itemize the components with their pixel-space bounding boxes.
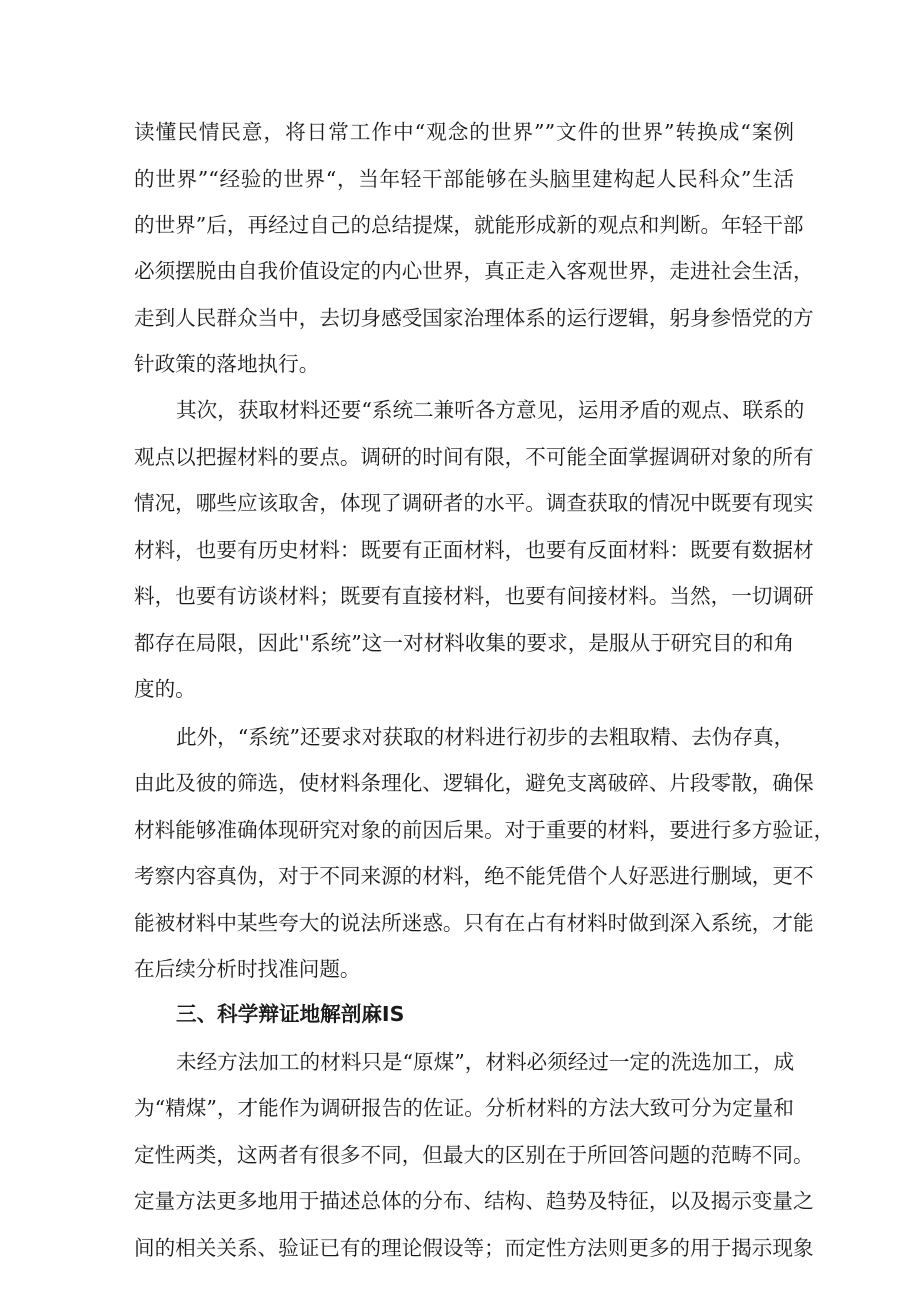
- section-heading: 三、科学辩证地解剖麻IS: [176, 1002, 405, 1026]
- text-line: 能被材料中某些夸大的说法所迷惑。只有在占有材料时做到深入系统，才能: [134, 911, 814, 935]
- text-line: 针政策的落地执行。: [134, 352, 320, 376]
- text-line: 未经方法加工的材料只是“原煤”，材料必须经过一定的洗选加工，成: [176, 1050, 795, 1074]
- text-line: 材料，也要有历史材料：既要有正面材料，也要有反面材料：既要有数据材: [134, 538, 814, 562]
- text-line: 必须摆脱由自我价值设定的内心世界，真正走入客观世界，走进社会生活，: [134, 259, 814, 283]
- text-line: 的世界”“经验的世界“，当年轻干部能够在头脑里建构起人民科众”生活: [134, 167, 794, 191]
- text-line: 材料能够准确体现研究对象的前因后果。对于重要的材料，要进行多方验证，: [134, 818, 835, 842]
- text-line: 情况，哪些应该取舍，体现了调研者的水平。调查获取的情况中既要有现实: [134, 491, 814, 515]
- text-line: 读懂民情民意，将日常工作中“观念的世界””文件的世界”转换成“案例: [134, 120, 794, 144]
- text-line: 的世界”后，再经过自己的总结提煤，就能形成新的观点和判断。年轻干部: [134, 213, 804, 237]
- text-line: 定量方法更多地用于描述总体的分布、结构、趋势及特征，以及揭示变量之: [134, 1189, 814, 1213]
- text-line: 观点以把握材料的要点。调研的时间有限，不可能全面掌握调研对象的所有: [134, 445, 814, 469]
- text-line: 在后续分析时找准问题。: [134, 957, 361, 981]
- text-line: 度的。: [134, 677, 196, 701]
- text-line: 间的相关关系、验证已有的理论假设等；而定性方法则更多的用于揭示现象: [134, 1236, 814, 1260]
- text-line: 都存在局限，因此''系统”这一对材料收集的要求，是服从于研究目的和角: [134, 631, 795, 655]
- text-line: 考察内容真伪，对于不同来源的材料，绝不能凭借个人好恶进行删域，更不: [134, 864, 814, 888]
- text-line: 此外，“系统”还要求对获取的材料进行初步的去粗取精、去伪存真，: [176, 725, 795, 749]
- text-line: 由此及彼的筛选，使材料条理化、逻辑化，避免支离破碎、片段零散，确保: [134, 771, 814, 795]
- text-line: 其次，获取材料还要“系统二兼听各方意见，运用矛盾的观点、联系的: [176, 398, 805, 422]
- text-line: 为“精煤”，才能作为调研报告的佐证。分析材料的方法大致可分为定量和: [134, 1096, 794, 1120]
- text-line: 定性两类，这两者有很多不同，但最大的区别在于所回答问题的范畴不同。: [134, 1143, 814, 1167]
- text-line: 料，也要有访谈材料；既要有直接材料，也要有间接材料。当然，一切调研: [134, 584, 814, 608]
- text-line: 走到人民群众当中，去切身感受国家治理体系的运行逻辑，躬身参悟党的方: [134, 306, 814, 330]
